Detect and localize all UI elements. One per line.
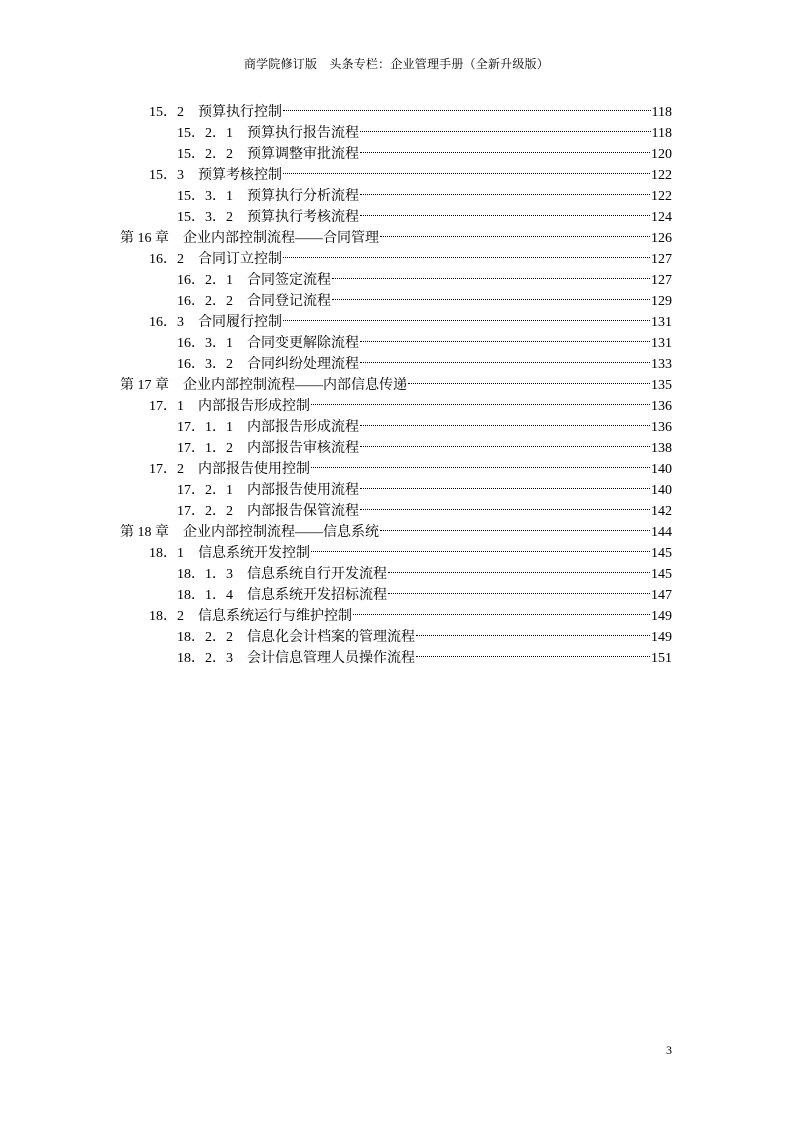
toc-entry-number: 17．2．2: [177, 504, 247, 519]
page-header: 商学院修订版 头条专栏：企业管理手册（全新升级版）: [243, 57, 549, 71]
toc-entry[interactable]: [177, 432, 672, 456]
toc-entry-page: 118: [651, 126, 672, 141]
toc-entry-title: 内部报告审核流程: [247, 441, 359, 456]
toc-entry-page: 120: [651, 147, 672, 162]
toc-entry-number: 15．2: [149, 105, 198, 120]
toc-entry-title: 预算考核控制: [198, 168, 282, 183]
toc-entry-title: 预算执行控制: [198, 105, 282, 120]
page-number: 3: [666, 1043, 672, 1057]
toc-entry-number: 17．2．1: [177, 483, 247, 498]
toc-entry[interactable]: [149, 600, 672, 624]
toc-entry[interactable]: [149, 306, 672, 330]
toc-entry-page: 149: [651, 630, 672, 645]
toc-entry-title: 信息化会计档案的管理流程: [247, 630, 415, 645]
toc-entry[interactable]: [177, 201, 672, 225]
toc-entry-page: 144: [651, 525, 672, 540]
toc-entry[interactable]: [177, 411, 672, 435]
toc-entry-number: 15．2．2: [177, 147, 247, 162]
dot-leader: [360, 348, 650, 368]
toc-entry[interactable]: [177, 495, 672, 519]
toc-entry-title: 预算执行报告流程: [247, 126, 359, 141]
dot-leader: [283, 96, 651, 116]
toc-entry-title: 内部报告保管流程: [247, 504, 359, 519]
toc-entry-page: 151: [651, 651, 672, 666]
toc-entry-title: 预算调整审批流程: [247, 147, 359, 162]
toc-entry-number: 第 16 章: [120, 231, 183, 246]
toc-entry-number: 18．1: [149, 546, 198, 561]
toc-entry-page: 135: [651, 378, 672, 393]
dot-leader: [360, 180, 650, 200]
toc-entry-number: 17．1．2: [177, 441, 247, 456]
dot-leader: [416, 642, 650, 662]
dot-leader: [360, 138, 650, 158]
toc-entry[interactable]: [177, 558, 672, 582]
toc-entry[interactable]: [149, 453, 672, 477]
toc-entry-number: 17．2: [149, 462, 198, 477]
dot-leader: [388, 579, 650, 599]
toc-entry[interactable]: [149, 537, 672, 561]
toc-entry[interactable]: [177, 621, 672, 645]
toc-entry[interactable]: [149, 390, 672, 414]
dot-leader: [360, 495, 650, 515]
toc-entry-page: 118: [651, 105, 672, 120]
toc-entry-number: 15．3．2: [177, 210, 247, 225]
toc-entry-page: 140: [651, 462, 672, 477]
dot-leader: [311, 390, 650, 410]
toc-entry-number: 17．1．1: [177, 420, 247, 435]
toc-chapter-entry[interactable]: [120, 222, 672, 246]
toc-entry-number: 15．3: [149, 168, 198, 183]
toc-entry-page: 138: [651, 441, 672, 456]
toc-entry-title: 内部报告形成流程: [247, 420, 359, 435]
dot-leader: [353, 600, 650, 620]
toc-entry-title: 企业内部控制流程——内部信息传递: [183, 378, 407, 393]
toc-entry-title: 信息系统运行与维护控制: [198, 609, 352, 624]
toc-entry-title: 内部报告使用控制: [198, 462, 310, 477]
toc-entry-number: 15．2．1: [177, 126, 247, 141]
dot-leader: [311, 537, 650, 557]
toc-entry-number: 17．1: [149, 399, 198, 414]
toc-entry-page: 133: [651, 357, 672, 372]
toc-entry-page: 127: [651, 273, 672, 288]
toc-entry-number: 18．2．2: [177, 630, 247, 645]
toc-entry-number: 18．1．4: [177, 588, 247, 603]
dot-leader: [332, 264, 650, 284]
toc-entry-title: 合同订立控制: [198, 252, 282, 267]
toc-entry[interactable]: [149, 243, 672, 267]
toc-entry[interactable]: [177, 348, 672, 372]
toc-entry-page: 129: [651, 294, 672, 309]
toc-chapter-entry[interactable]: [120, 516, 672, 540]
toc-entry-number: 第 17 章: [120, 378, 183, 393]
toc-entry-number: 18．1．3: [177, 567, 247, 582]
toc-entry-number: 16．3．2: [177, 357, 247, 372]
toc-entry-number: 18．2: [149, 609, 198, 624]
toc-entry-title: 预算执行分析流程: [247, 189, 359, 204]
toc-entry-number: 16．2．1: [177, 273, 247, 288]
toc-chapter-entry[interactable]: [120, 369, 672, 393]
toc-entry[interactable]: [177, 579, 672, 603]
toc-entry-page: 145: [651, 567, 672, 582]
dot-leader: [360, 117, 651, 137]
toc-entry[interactable]: [149, 96, 672, 120]
toc-entry[interactable]: [177, 327, 672, 351]
dot-leader: [311, 453, 650, 473]
dot-leader: [388, 558, 650, 578]
toc-entry-title: 会计信息管理人员操作流程: [247, 651, 415, 666]
toc-entry-page: 136: [651, 399, 672, 414]
toc-entry[interactable]: [177, 642, 672, 666]
toc-entry-page: 122: [651, 168, 672, 183]
toc-entry-page: 140: [651, 483, 672, 498]
toc-entry-title: 内部报告使用流程: [247, 483, 359, 498]
toc-entry-title: 合同签定流程: [247, 273, 331, 288]
toc-entry-number: 16．3: [149, 315, 198, 330]
toc-entry-page: 124: [651, 210, 672, 225]
toc-entry-number: 第 18 章: [120, 525, 183, 540]
toc-entry-page: 149: [651, 609, 672, 624]
toc-entry-title: 企业内部控制流程——合同管理: [183, 231, 379, 246]
toc-entry-title: 合同履行控制: [198, 315, 282, 330]
toc-entry-page: 136: [651, 420, 672, 435]
dot-leader: [360, 411, 650, 431]
dot-leader: [408, 369, 650, 389]
toc-entry[interactable]: [177, 474, 672, 498]
toc-entry-title: 企业内部控制流程——信息系统: [183, 525, 379, 540]
toc-entry-page: 122: [651, 189, 672, 204]
toc-entry[interactable]: [149, 159, 672, 183]
toc-entry-title: 内部报告形成控制: [198, 399, 310, 414]
toc-entry-title: 信息系统自行开发流程: [247, 567, 387, 582]
toc-entry[interactable]: [177, 285, 672, 309]
toc-entry[interactable]: [177, 264, 672, 288]
toc-entry-number: 18．2．3: [177, 651, 247, 666]
dot-leader: [283, 159, 650, 179]
dot-leader: [360, 474, 650, 494]
dot-leader: [360, 327, 650, 347]
toc-entry-page: 126: [651, 231, 672, 246]
toc-entry-title: 信息系统开发招标流程: [247, 588, 387, 603]
dot-leader: [380, 516, 650, 536]
toc-entry-page: 131: [651, 315, 672, 330]
toc-entry-title: 预算执行考核流程: [247, 210, 359, 225]
toc-entry-page: 145: [651, 546, 672, 561]
toc-entry[interactable]: [177, 180, 672, 204]
toc-entry-number: 15．3．1: [177, 189, 247, 204]
toc-entry-title: 合同变更解除流程: [247, 336, 359, 351]
dot-leader: [380, 222, 650, 242]
toc-entry[interactable]: [177, 138, 672, 162]
dot-leader: [283, 306, 650, 326]
dot-leader: [416, 621, 650, 641]
toc-entry-title: 合同登记流程: [247, 294, 331, 309]
toc-entry-page: 127: [651, 252, 672, 267]
dot-leader: [360, 201, 650, 221]
toc-entry-page: 147: [651, 588, 672, 603]
toc-entry-page: 131: [651, 336, 672, 351]
toc-entry-number: 16．3．1: [177, 336, 247, 351]
toc-entry-page: 142: [651, 504, 672, 519]
toc-entry[interactable]: [177, 117, 672, 141]
toc-entry-title: 信息系统开发控制: [198, 546, 310, 561]
dot-leader: [283, 243, 650, 263]
toc-entry-title: 合同纠纷处理流程: [247, 357, 359, 372]
dot-leader: [332, 285, 650, 305]
dot-leader: [360, 432, 650, 452]
toc-entry-number: 16．2: [149, 252, 198, 267]
toc-entry-number: 16．2．2: [177, 294, 247, 309]
